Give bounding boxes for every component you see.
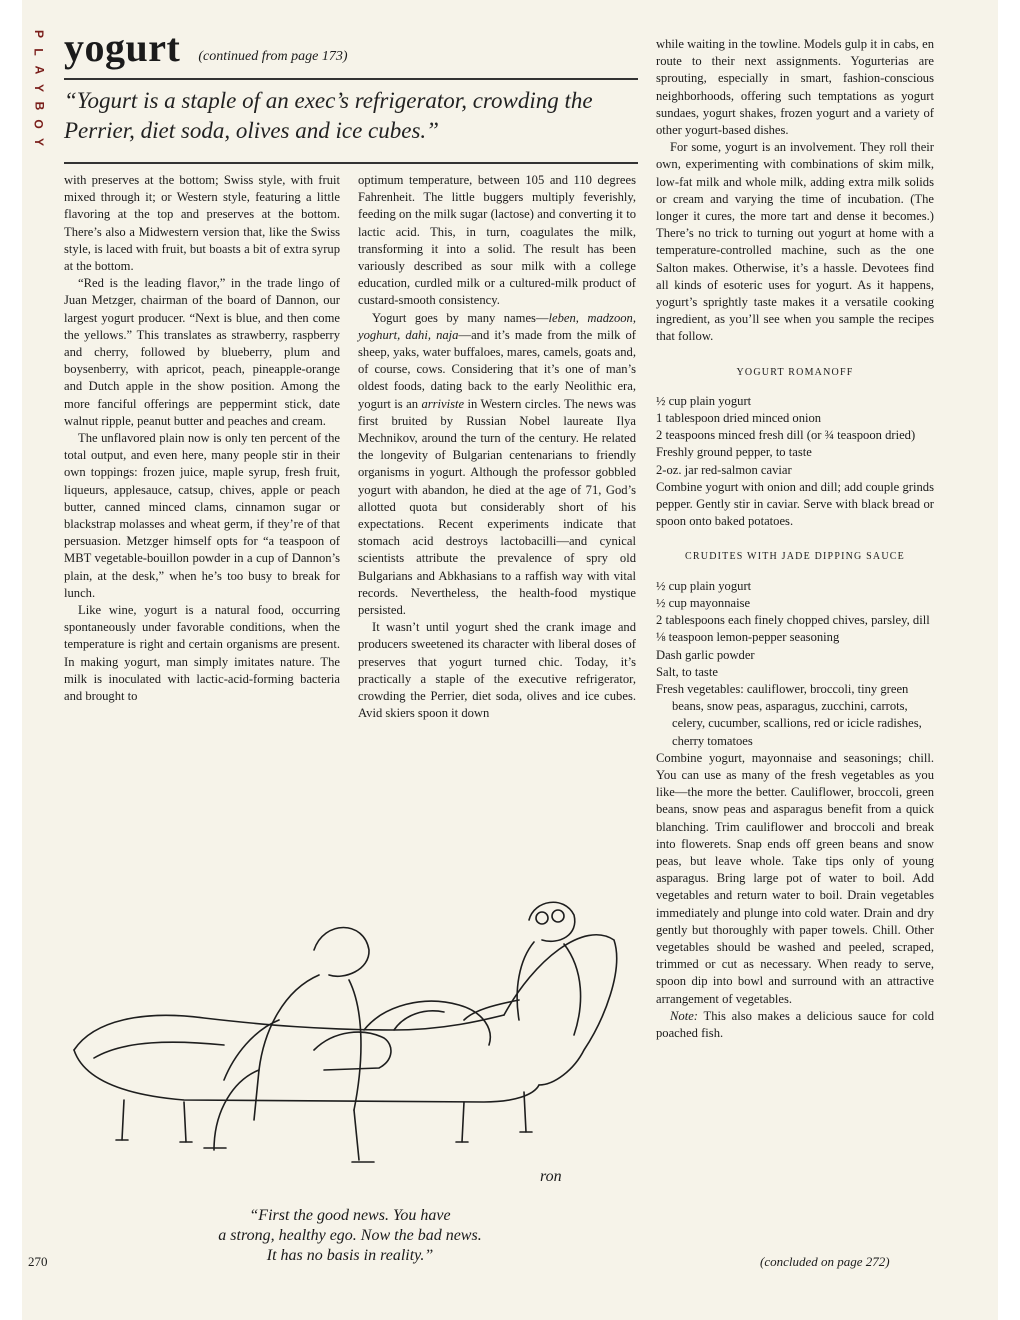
paragraph: The unflavored plain now is only ten percent of the total output, and even here, many people stir in their own toppings: frozen juice, maple syrup, fresh fruit, liqueurs, applesauce, catsup, chives, apple or peach butter, canned minced clams, cinnamon sugar or blackstrap molasses and wheat germ, if they’re of that persuasion. Metzger himself opts for “a teaspoon of MBT vegetable-bouillon powder in a cup of Dannon’s plain, at the desk,” when he’s too busy to break for lunch. [64,431,340,600]
ingredient: Fresh vegetables: cauliflower, broccoli, tiny green beans, snow peas, asparagus, zucchini, carrots, celery, cucumber, scallions, red or icicle radishes, cherry tomatoes [656,681,922,748]
vertical-masthead: P L A Y B O Y [31,29,46,147]
paragraph: It wasn’t until yogurt shed the crank image and producers sweetened its character with liberal doses of preserves that yogurt turned chic. Today, it’s practically a staple of the executive refrigerator, crowding the Perrier, diet soda, olives and ice cubes. Avid skiers spoon it down [358,620,636,721]
italic-run: arriviste [421,396,465,411]
paragraph: while waiting in the towline. Models gulp it in cabs, en route to their next assignments. Yogurterias are sprouting, especially in smart, fashion-conscious neighborhoods, offering such temptations as yogurt sundaes, yogurt shakes, frozen yogurt and a variety of other yogurt-based dishes. [656,37,934,138]
paragraph: Combine yogurt, mayonnaise and seasonings; chill. You can use as many of the fresh vegetables as you like—the more the better. Cauliflower, broccoli, green beans, snow peas and asparagus benefit from a quick blanching. Trim cauliflower and broccoli and break into flowerets. Snap ends off green beans and snow peas, but leave whole. Take tips only of young asparagus. Bring large pot of water to boil. Add vegetables and return water to boil. Drain vegetables immediately and plunge into cold water. Drain and dry gently but thoroughly with paper towels. Chill. Other vegetables should be washed and peeled, scraped, trimmed or cut as necessary. When ready to serve, spoon dip into bowl and surround with an attractive arrangement of vegetables. [656,750,934,1006]
ingredient-list [656,393,934,479]
rule-bottom [64,162,638,164]
column-2 [358,172,636,723]
recipe-title: CRUDITES WITH JADE DIPPING SAUCE [685,551,905,563]
ingredient: Salt, to taste [656,664,718,679]
caption-line: It has no basis in reality.” [266,1247,434,1264]
ingredient: Dash garlic powder [656,647,755,662]
paragraph [656,1008,934,1042]
ingredient-list [656,578,934,750]
paragraph: Combine yogurt with onion and dill; add couple grinds pepper. Gently stir in caviar. Serve with black bread or spoon onto baked potatoes. [656,479,934,529]
caption-line: a strong, healthy ego. Now the bad news. [218,1227,482,1244]
recipe-title: YOGURT ROMANOFF [736,366,854,378]
ingredient: Freshly ground pepper, to taste [656,445,812,460]
ingredient: 2 tablespoons each finely chopped chives, parsley, dill [656,613,930,628]
ingredient: ⅛ teaspoon lemon-pepper seasoning [656,630,840,645]
ingredient: 2 teaspoons minced fresh dill (or ¾ teaspoon dried) [656,428,916,443]
ingredient: 1 tablespoon dried minced onion [656,411,822,426]
paragraph: For some, yogurt is an involvement. They roll their own, experimenting with combinations of skim milk, low-fat milk and whole milk, adding extra milk solids or cream and varying the time of incubation. (The longer it cures, the more tart and dense it becomes.) There’s no trick to turning out yogurt at home with a temperature-controlled machine, such as the one Salton makes. Otherwise, it’s a hassle. Devotees find all kinds of esoteric uses for yogurt. As it happens, yogurt’s sprightly taste makes it a versatile cooking ingredient, as you’ll see when you sample the recipes that follow. [656,140,934,344]
ingredient: ½ cup plain yogurt [656,393,752,408]
note-text: This also makes a delicious sauce for cold poached fish. [656,1008,934,1040]
column-1 [64,172,340,705]
rule-top [64,78,638,80]
ingredient: 2-oz. jar red-salmon caviar [656,462,792,477]
concluded-note: (concluded on page 272) [760,1254,890,1269]
caption-line: “First the good news. You have [249,1207,451,1224]
text-run: —and it’s made from the milk of sheep, yaks, water buffaloes, mares, camels, goats and, of course, cows. Considering that it’s one of man’s oldest foods, dating back to the early Neolithic era, yogurt is an [358,327,636,411]
continued-note: (continued from page 173) [198,49,348,65]
pull-quote: “Yogurt is a staple of an exec’s refrigerator, crowding the Perrier, diet soda, olives and ice cubes.” [64,88,593,143]
paragraph: Like wine, yogurt is a natural food, occurring spontaneously under favorable conditions, when the temperature is right and certain organisms are present. In making yogurt, man simply imitates nature. The milk is inoculated with lactic-acid-forming bacteria and brought to [64,603,340,704]
paragraph [358,310,636,620]
paragraph: with preserves at the bottom; Swiss style, with fruit mixed through it; or Western style, featuring a little flavoring at the top and preserves at the bottom. There’s also a Midwestern version that, like the Swiss style, is laced with fruit, but boasts a bit of extra syrup at the bottom. [64,173,340,274]
cartoon-illustration [64,880,624,1180]
page-number: 270 [28,1254,48,1269]
article-title: yogurt [64,25,181,70]
article-header [64,25,634,70]
ingredient: ½ cup plain yogurt [656,578,752,593]
artist-signature: ron [540,1168,562,1185]
text-run: in Western circles. The news was first bruited by Russian Nobel laureate Ilya Mechnikov, around the turn of the century. He related the longevity of Bulgarian centenarians to friendly organisms in yogurt. Although the professor gobbled yogurt with abandon, he died at the age of 71, God’s allotted quota but considerably short of his expectations. Recent experiments indicate that stomach acid destroys lactobacilli—and cynical scientists attribute the prevalence of spry old Bulgarians and Abkhasians to a raffish way with vital records. Nevertheless, the health-food mystique persisted. [358,396,636,618]
column-3 [656,36,934,1042]
italic-run: leben, madzoon, yoghurt, dahi, naja [358,310,637,342]
cartoon-caption [140,1206,560,1266]
ingredient: ½ cup mayonnaise [656,595,751,610]
paragraph: “Red is the leading flavor,” in the trade lingo of Juan Metzger, chairman of the board of Dannon, our largest yogurt producer. “Next is blue, and then come the yellows.” This translates as strawberry, raspberry and cherry, followed by blueberry, plum and boysenberry, with apricot, peach, pineapple-orange and Dutch apple in the show position. Among the more fanciful offerings are peppermint stick, date walnut ripple, peanut butter and peaches and cream. [64,276,340,428]
text-run: Yogurt goes by many names— [372,310,549,325]
paragraph: optimum temperature, between 105 and 110 degrees Fahrenheit. The little buggers multiply feverishly, feeding on the milk sugar (lactose) and converting it to lactic acid. This, in turn, coagulates the milk, transforming it into a solid. The result has been variously described as sour milk with a college education, curdled milk or a cultured-milk product of custard-smooth consistency. [358,173,636,308]
note-label: Note: [670,1008,698,1023]
